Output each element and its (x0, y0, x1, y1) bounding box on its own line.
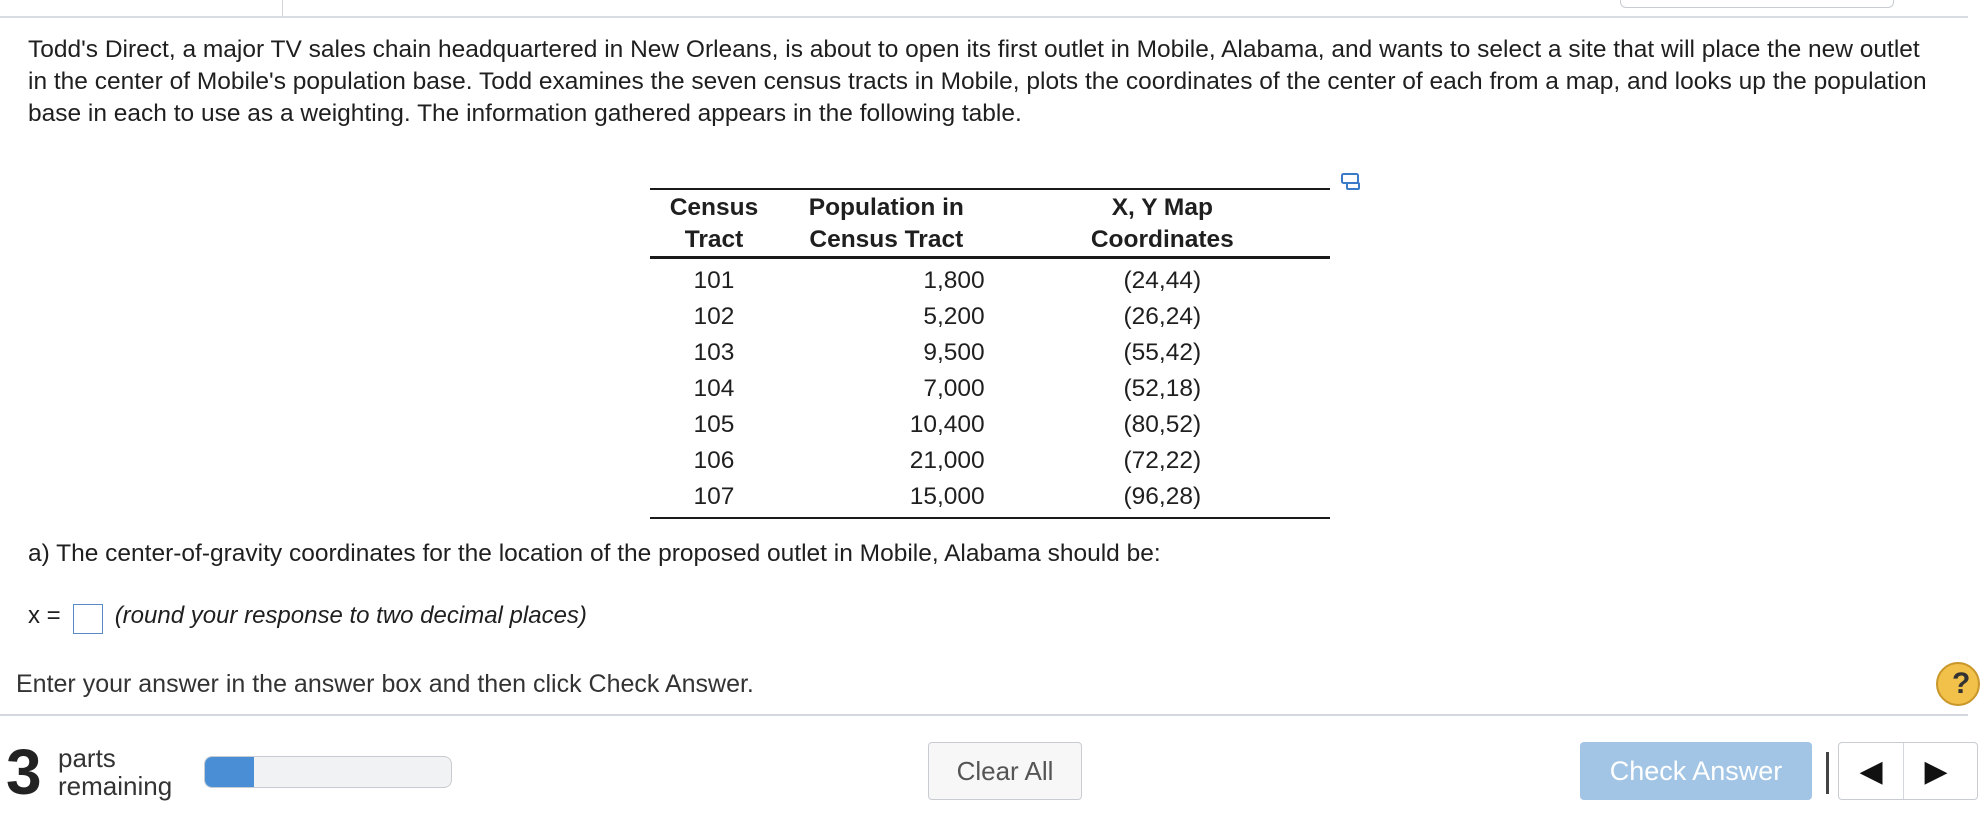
copy-table-icon[interactable] (1340, 172, 1364, 192)
help-button[interactable]: ? (1936, 662, 1980, 706)
census-table (650, 188, 1330, 519)
parts-word: parts (58, 743, 116, 773)
cell-population: 21,000 (909, 447, 985, 474)
problem-text: Todd's Direct, a major TV sales chain headquartered in New Orleans, is about to open its first outlet in Mobile, Alabama, and wants to select a site that will place the new outlet in the center of Mobile's population base. Todd examines the seven census tracts in Mobile, plots the coordinates of the center of each from a map, and looks up the population base in each to use as a weighting. The information gathered appears in the following table. (28, 36, 1927, 127)
footer (0, 716, 1968, 830)
cell-population: 7,000 (923, 375, 985, 402)
previous-question-icon[interactable]: ◀ (1859, 754, 1883, 788)
clear-all-button[interactable]: Clear All (928, 742, 1082, 800)
cell-population: 10,400 (909, 411, 985, 438)
top-toolbar-box[interactable] (1620, 0, 1894, 8)
table-row (650, 371, 1330, 407)
table-header-row (650, 189, 1330, 258)
parts-remaining-count: 3 (6, 736, 42, 808)
instruction-text: Enter your answer in the answer box and then click Check Answer. (16, 670, 754, 698)
x-answer-input[interactable] (73, 604, 103, 634)
table-row (650, 258, 1330, 300)
cell-tract: 104 (693, 375, 735, 402)
question-a-text: a) The center-of-gravity coordinates for the location of the proposed outlet in Mobile, Alabama should be: (28, 540, 1161, 567)
check-answer-button[interactable]: Check Answer (1580, 742, 1812, 800)
cell-population: 1,800 (923, 267, 985, 294)
next-question-icon[interactable]: ▶ (1903, 743, 1968, 799)
top-strip (0, 0, 1968, 18)
cell-coordinates: (24,44) (1123, 267, 1202, 294)
remaining-word: remaining (58, 771, 173, 801)
cell-coordinates: (52,18) (1123, 375, 1202, 402)
instruction-bar (0, 662, 1971, 716)
cell-tract: 103 (693, 339, 735, 366)
cell-tract: 106 (693, 447, 735, 474)
header-census-tract: Census Tract (650, 189, 778, 258)
cell-population: 15,000 (909, 483, 985, 510)
data-table-wrapper (650, 188, 1360, 519)
table-row (650, 299, 1330, 335)
rounding-hint: (round your response to two decimal places) (114, 602, 587, 629)
cell-coordinates: (72,22) (1123, 447, 1202, 474)
cell-tract: 101 (693, 267, 735, 294)
header-population: Population in Census Tract (778, 189, 995, 258)
cell-tract: 105 (693, 411, 735, 438)
parts-remaining-label (58, 744, 172, 800)
question-navigation (1838, 742, 1978, 800)
cell-population: 9,500 (923, 339, 985, 366)
cell-population: 5,200 (923, 303, 985, 330)
top-divider (282, 0, 283, 16)
x-label: x = (28, 602, 61, 629)
table-row (650, 443, 1330, 479)
table-row (650, 407, 1330, 443)
cell-coordinates: (26,24) (1123, 303, 1202, 330)
cell-tract: 107 (693, 483, 735, 510)
header-coordinates: X, Y Map Coordinates (995, 189, 1330, 258)
cell-coordinates: (55,42) (1123, 339, 1202, 366)
nav-separator (1826, 752, 1829, 794)
question-panel (28, 34, 1948, 629)
answer-line-x (28, 602, 587, 629)
cell-tract: 102 (693, 303, 735, 330)
cell-coordinates: (96,28) (1123, 483, 1202, 510)
progress-bar (204, 756, 452, 788)
cell-coordinates: (80,52) (1123, 411, 1202, 438)
progress-fill (205, 757, 254, 787)
table-row (650, 479, 1330, 518)
table-row (650, 335, 1330, 371)
